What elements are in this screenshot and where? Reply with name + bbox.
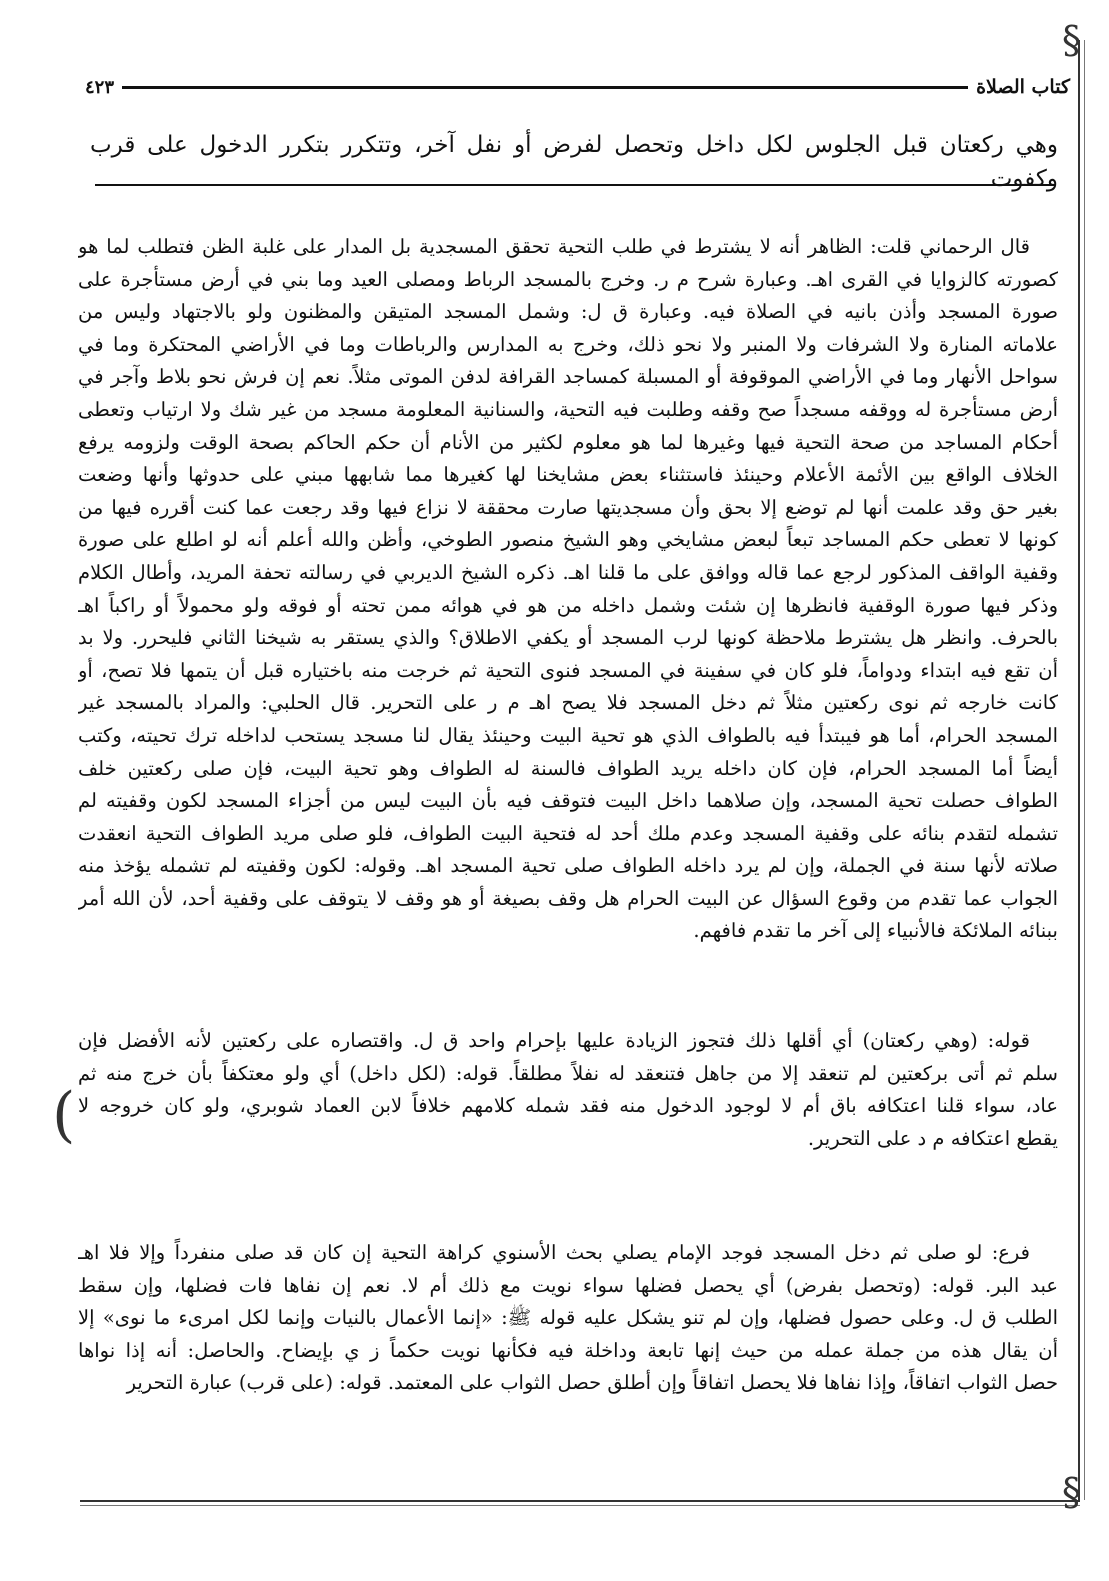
- decorative-frame-right: [1078, 40, 1085, 1500]
- text-line: أحكام المساجد من صحة التحية فيها وغيرها لما هو معلوم لكثير من الأنام أن حكم الحاكم بصحة الوقت ولزومه يرفع: [78, 430, 1058, 454]
- text-line: قوله: (وهي ركعتان) أي أقلها ذلك فتجوز الزيادة عليها بإحرام واحد ق ل. واقتصاره على ركعتين لأنه الأفضل فإن: [78, 1029, 1030, 1052]
- text-line: بغير حق وقد علمت أنها لم توضع إلا بحق وأن مسجديتها صارت محققة لا نزاع فيها وقد رجعت عما كنت أقرره فيها من: [78, 495, 1058, 519]
- page-header: [85, 72, 1070, 102]
- text-line: الخلاف الواقع بين الأئمة الأعلام وحينئذ فاستثناء بعض مشايخنا لها كغيرها مما شابهها مبني على حدوثها وأنها وضعت: [78, 463, 1058, 487]
- text-line: صورة المسجد وأذن بانيه في الصلاة فيه. وعبارة ق ل: وشمل المسجد المتيقن والمظنون ولو بالاجتهاد وليس من: [78, 300, 1058, 324]
- text-line: كونها لا تعطى حكم المساجد تبعاً لبعض مشايخي وهو الشيخ منصور الطوخي، وأظن والله أعلم أنه لو اطلع على صورة: [78, 528, 1058, 552]
- text-line: وقفية الواقف المذكور لرجع عما قاله ووافق على ما قلنا اهـ. ذكره الشيخ الديربي في رسالته تحفة المريد، وأطال الكلام: [78, 560, 1058, 584]
- header-rule: [122, 86, 968, 89]
- text-line: عبد البر. قوله: (وتحصل بفرض) أي يحصل فضلها سواء نويت مع ذلك أم لا. نعم إن نفاها فات فضلها، وإن سقط: [78, 1273, 1058, 1297]
- text-line: أيضاً أما المسجد الحرام، فإن كان داخله يريد الطواف فالسنة له الطواف وهو تحية البيت، فإن صلى ركعتين خلف: [78, 756, 1058, 780]
- text-line: تشمله لتقدم بنائه على وقفية المسجد وعدم ملك أحد له فتحية البيت الطواف، فلو صلى مريد الطواف التحية انعقدت: [78, 821, 1058, 845]
- decorative-frame-bottom: [80, 1500, 1080, 1506]
- text-line: حصل الثواب اتفاقاً، وإذا نفاها فلا يحصل اتفاقاً وإن أطلق حصل الثواب على المعتمد. قوله: (على قرب) عبارة التحرير: [126, 1371, 1058, 1395]
- frame-ornament-left: (: [52, 1080, 76, 1150]
- commentary-paragraph-1: [78, 231, 1058, 948]
- text-line: الطواف حصلت تحية المسجد، وإن صلاهما داخل البيت فتوقف فيه بأن البيت ليس من أجزاء المسجد لكون وقفيته لم: [78, 789, 1058, 813]
- text-line: الطلب ق ل. وعلى حصول فضلها، وإن لم تنو يشكل عليه قوله ﷺ: «إنما الأعمال بالنيات وإنما لكل امرىء ما نوى» إلا: [78, 1306, 1058, 1330]
- text-line: أن تقع فيه ابتداء ودواماً، فلو كان في سفينة في المسجد فنوى التحية ثم خرجت منه باختياره قبل أن يتمها فلا تصح، أو: [78, 658, 1058, 682]
- matn-text: وهي ركعتان قبل الجلوس لكل داخل وتحصل لفرض أو نفل آخر، وتتكرر بتكرر الدخول على قرب وكفوت: [90, 132, 1058, 192]
- text-line: علاماته المنارة ولا الشرفات ولا المنبر ولا نحو ذلك، وخرج به المدارس والرباطات وما في الأراضي المحتكرة وما في: [78, 332, 1058, 356]
- text-line: وذكر فيها صورة الوقفية فانظرها إن شئت وشمل داخله من هو في هوائه ممن تحته أو فوقه ولو محمولاً أو راكباً اهـ: [78, 593, 1058, 617]
- matn-separator: [95, 184, 1055, 186]
- text-line: كانت خارجه ثم نوى ركعتين مثلاً ثم دخل المسجد فلا يصح اهـ م ر على التحرير. قال الحلبي: والمراد بالمسجد غير: [78, 691, 1058, 715]
- text-line: سواحل الأنهار وما في الأراضي الموقوفة أو المسبلة كمساجد القرافة لدفن الموتى مثلاً. نعم إن فرش نحو بلاط وآجر في: [78, 365, 1058, 389]
- frame-ornament-top: §: [1062, 18, 1081, 62]
- text-line: المسجد الحرام، أما هو فيبتدأ فيه بالطواف الذي هو تحية البيت وحينئذ يقال لنا مسجد يستحب لداخله ترك تحيته، وكتب: [78, 723, 1058, 747]
- text-line: سلم ثم أتى بركعتين لم تنعقد إلا من جاهل فتنعقد له نفلاً مطلقاً. قوله: (لكل داخل) أي ولو معتكفاً بأن خرج منه ثم: [78, 1061, 1058, 1085]
- page-number: ٤٢٣: [85, 76, 115, 98]
- text-line: عاد، سواء قلنا اعتكافه باق أم لا لوجود الدخول منه فقد شمله كلامهم خلافاً لابن العماد شوبري، ولو كان خروجه لا: [78, 1094, 1058, 1118]
- text-line: أرض مستأجرة له ووقفه مسجداً صح وقفه وطلبت فيه التحية، والسنانية المعلومة مسجد من غير شك ولا ارتياب وتعطى: [78, 397, 1058, 421]
- book-title: كتاب الصلاة: [976, 76, 1070, 98]
- commentary-paragraph-3: [78, 1237, 1058, 1400]
- text-line: بالحرف. وانظر هل يشترط ملاحظة كونها لرب المسجد أو يكفي الاطلاق؟ والذي يستقر به شيخنا الثاني فليحرر. ولا بد: [78, 626, 1058, 650]
- text-line: فرع: لو صلى ثم دخل المسجد فوجد الإمام يصلي بحث الأسنوي كراهة التحية إن كان قد صلى منفرداً وإلا فلا اهـ: [78, 1241, 1030, 1264]
- text-line: كصورته كالزوايا في القرى اهـ. وعبارة شرح م ر. وخرج بالمسجد الرباط ومصلى العيد وما بني في أرض مستأجرة على: [78, 267, 1058, 291]
- text-line: ببنائه الملائكة فالأنبياء إلى آخر ما تقدم فافهم.: [693, 919, 1058, 943]
- frame-ornament-bottom-right: §: [1062, 1470, 1081, 1514]
- text-line: قال الرحماني قلت: الظاهر أنه لا يشترط في طلب التحية تحقق المسجدية بل المدار على غلبة الظن فتطلب لما هو: [78, 235, 1030, 258]
- text-line: يقطع اعتكافه م د على التحرير.: [807, 1126, 1058, 1150]
- text-line: الجواب عما تقدم من وقوع السؤال عن البيت الحرام هل وقف بصيغة أو هو وقف لا يتوقف على وقفية أحد، لأن الله أمر: [78, 886, 1058, 910]
- commentary-paragraph-2: [78, 1025, 1058, 1155]
- text-line: صلاته لأنها سنة في الجملة، وإن لم يرد داخله الطواف صلى تحية المسجد اهـ. وقوله: لكون وقفيته لم تشمله يؤخذ منه: [78, 854, 1058, 878]
- text-line: أن يقال هذه من جملة عمله من حيث إنها تابعة وداخلة فيه فكأنها نويت حكماً ز ي بإيضاح. والحاصل: أنه إذا نواها: [78, 1338, 1058, 1362]
